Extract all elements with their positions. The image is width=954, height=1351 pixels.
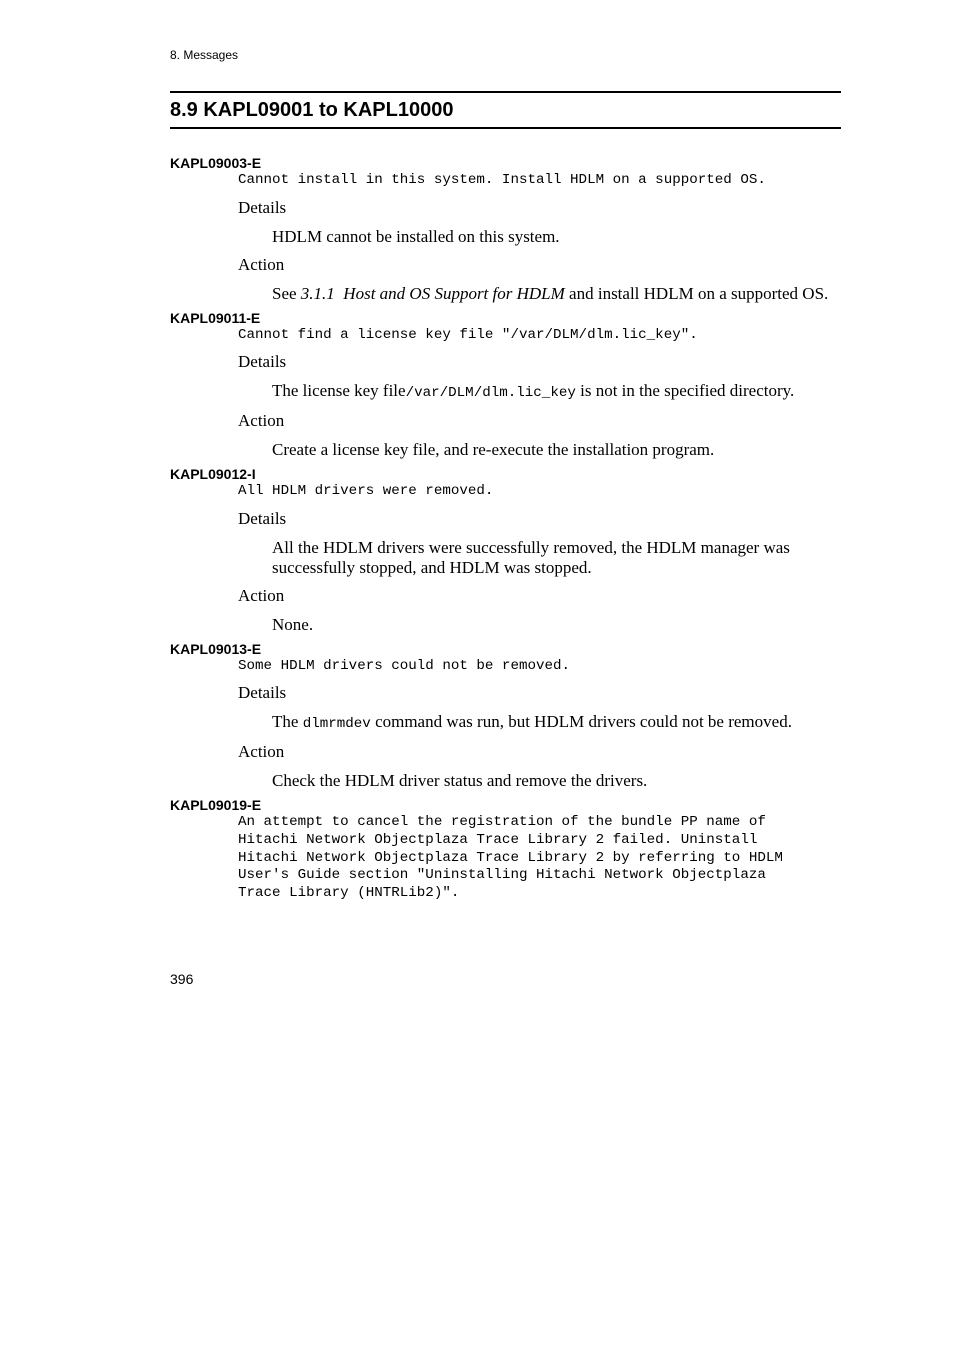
message-id: KAPL09003-E	[170, 155, 262, 171]
message-entry	[170, 641, 841, 792]
action-text	[272, 284, 841, 304]
message-text: Some HDLM drivers could not be removed.	[238, 657, 571, 674]
command-name: dlmrmdev	[302, 716, 371, 733]
action-label: Action	[238, 254, 285, 274]
message-text: Cannot find a license key file "/var/DLM/dlm.lic_key".	[238, 326, 698, 343]
details-label: Details	[238, 352, 287, 372]
message-entry	[170, 466, 841, 635]
page-number: 396	[170, 971, 194, 987]
action-suffix: and install HDLM on a supported OS.	[564, 283, 829, 303]
details-prefix: The license key file	[272, 381, 406, 401]
message-id: KAPL09012-I	[170, 466, 256, 483]
section-heading-block	[170, 91, 841, 129]
file-path: /var/DLM/dlm.lic_key	[405, 385, 576, 402]
details-text: HDLM cannot be installed on this system.	[272, 226, 560, 246]
details-text	[272, 712, 841, 734]
action-label: Action	[238, 742, 285, 762]
action-label: Action	[238, 585, 285, 605]
message-text: Cannot install in this system. Install HDLM on a supported OS.	[238, 172, 766, 188]
details-text	[272, 381, 841, 403]
message-id: KAPL09013-E	[170, 640, 262, 657]
running-head: 8. Messages	[170, 48, 239, 62]
details-label: Details	[238, 508, 287, 528]
section-title: 8.9 KAPL09001 to KAPL10000	[170, 99, 454, 121]
reference-title: Host and OS Support for HDLM	[343, 283, 565, 303]
details-label: Details	[238, 683, 287, 703]
action-text: Check the HDLM driver status and remove the drivers.	[272, 771, 648, 791]
action-text: None.	[272, 614, 314, 634]
message-list	[170, 155, 841, 902]
details-suffix: is not in the specified directory.	[575, 381, 795, 401]
message-entry	[170, 155, 841, 304]
action-label: Action	[238, 411, 285, 431]
reference-number: 3.1.1	[300, 283, 335, 303]
message-text: All HDLM drivers were removed.	[238, 483, 494, 500]
message-id: KAPL09019-E	[170, 797, 262, 814]
details-label: Details	[238, 197, 287, 217]
details-prefix: The	[272, 712, 303, 732]
message-entry	[170, 797, 841, 902]
details-text: All the HDLM drivers were successfully removed, the HDLM manager was successfully stopped, and HDLM was stopped.	[272, 537, 790, 577]
action-text: Create a license key file, and re-execute the installation program.	[272, 440, 715, 460]
details-suffix: command was run, but HDLM drivers could not be removed.	[370, 712, 792, 732]
message-entry	[170, 310, 841, 461]
message-id: KAPL09011-E	[170, 309, 261, 326]
action-prefix: See	[272, 283, 301, 303]
message-text: An attempt to cancel the registration of the bundle PP name of Hitachi Network Objectplaza Trace Library 2 failed. Uninstall Hitachi Network Objectplaza Trace Library 2 by referring to HDLM User's Guide section "Uninstalling Hitachi Network Objectplaza Trace Library (HNTRLib2)".	[238, 814, 783, 901]
